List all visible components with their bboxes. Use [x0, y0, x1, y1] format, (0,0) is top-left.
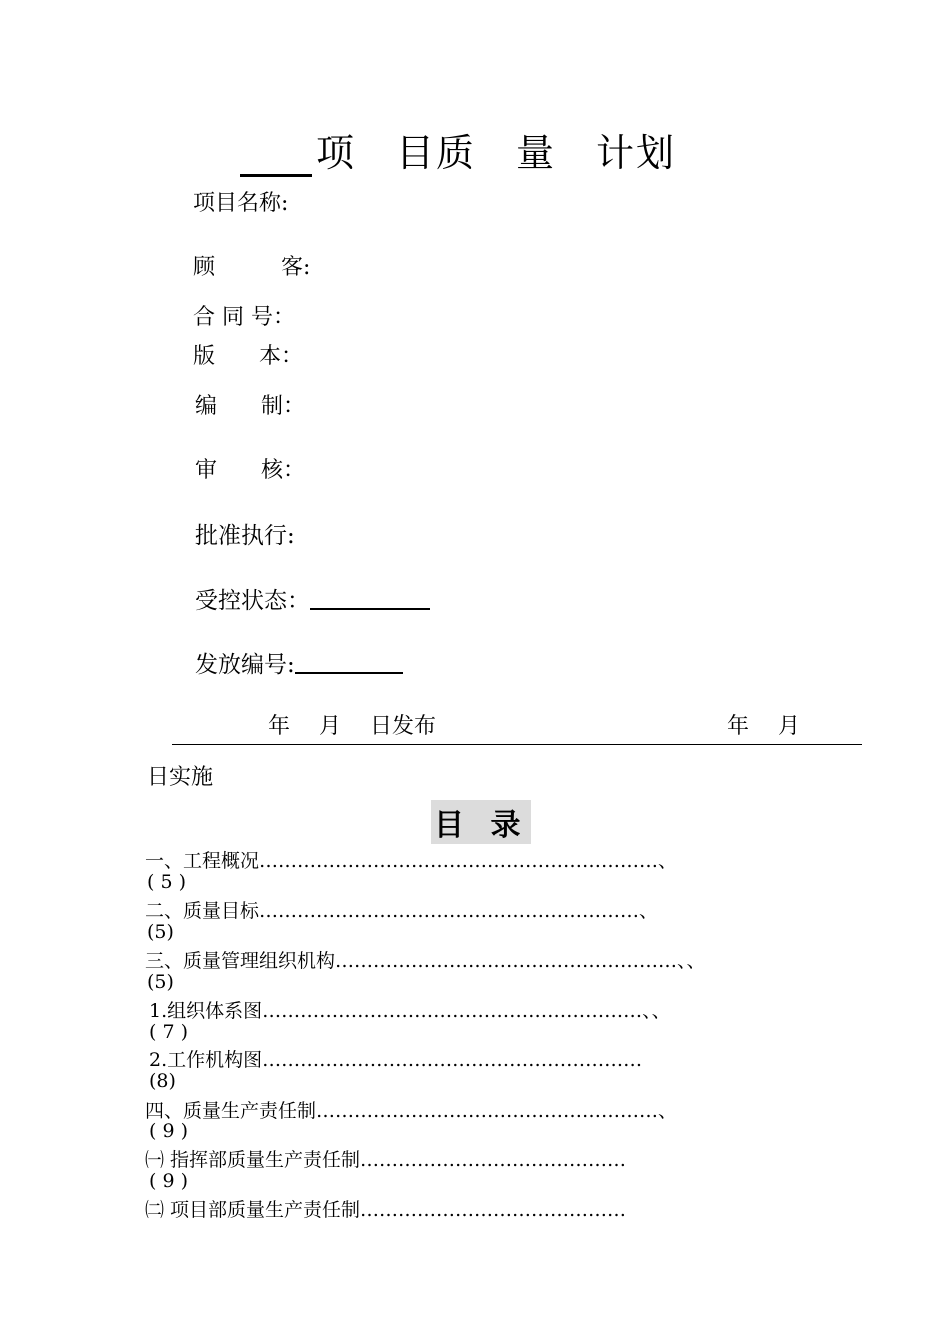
- field-prepared: 编 制：: [195, 394, 306, 419]
- field-client: 顾 客:: [193, 255, 311, 280]
- toc-entry: ㈠ 指挥部质量生产责任制……………………………………: [145, 1149, 627, 1171]
- toc-entry: 1.组织体系图……………………………………………………、、: [149, 1000, 671, 1022]
- field-project-name: 项目名称:: [193, 191, 289, 216]
- toc-entry: ㈡ 项目部质量生产责任制……………………………………: [145, 1199, 627, 1221]
- implement-date-ym: 年 月: [727, 714, 800, 739]
- field-issue-no: [195, 646, 403, 679]
- control-status-underline: [310, 586, 430, 610]
- field-version: 版 本：: [193, 344, 304, 369]
- toc-entry-page: (5): [147, 971, 174, 993]
- title-text: 项 目质 量 计划: [316, 131, 677, 175]
- title-blank-line: [240, 136, 312, 177]
- field-reviewed: 审 核：: [195, 458, 306, 483]
- field-contract-no: 合 同 号：: [193, 305, 295, 330]
- toc-entry: 四、质量生产责任制………………………………………………、: [145, 1100, 678, 1122]
- issue-no-label: 发放编号:: [195, 652, 295, 678]
- toc-entry: 三、质量管理组织机构………………………………………………、、: [145, 950, 706, 972]
- issue-no-underline: [295, 650, 403, 674]
- toc-entry-page: (5): [147, 921, 174, 943]
- date-rule: [172, 744, 862, 745]
- toc-heading: 目 录: [431, 800, 531, 844]
- toc-entry-page: ( 9 ): [149, 1120, 188, 1142]
- field-control-status: [195, 582, 430, 615]
- document-title: [240, 122, 676, 177]
- toc-entry: 一、工程概况………………………………………………………、: [145, 850, 678, 872]
- publish-date: 年 月 日发布: [268, 714, 436, 739]
- control-status-label: 受控状态：: [195, 588, 310, 614]
- toc-entry: 二、质量目标……………………………………………………、: [145, 900, 659, 922]
- implement-date-d: 日实施: [147, 765, 214, 790]
- toc-entry-page: ( 9 ): [149, 1170, 188, 1192]
- field-approved: 批准执行:: [195, 523, 295, 549]
- toc-entry-page: ( 5 ): [147, 871, 186, 893]
- toc-entry: 2.工作机构图……………………………………………………: [149, 1049, 643, 1071]
- toc-entry-page: ( 7 ): [149, 1021, 188, 1043]
- toc-entry-page: (8): [149, 1070, 176, 1092]
